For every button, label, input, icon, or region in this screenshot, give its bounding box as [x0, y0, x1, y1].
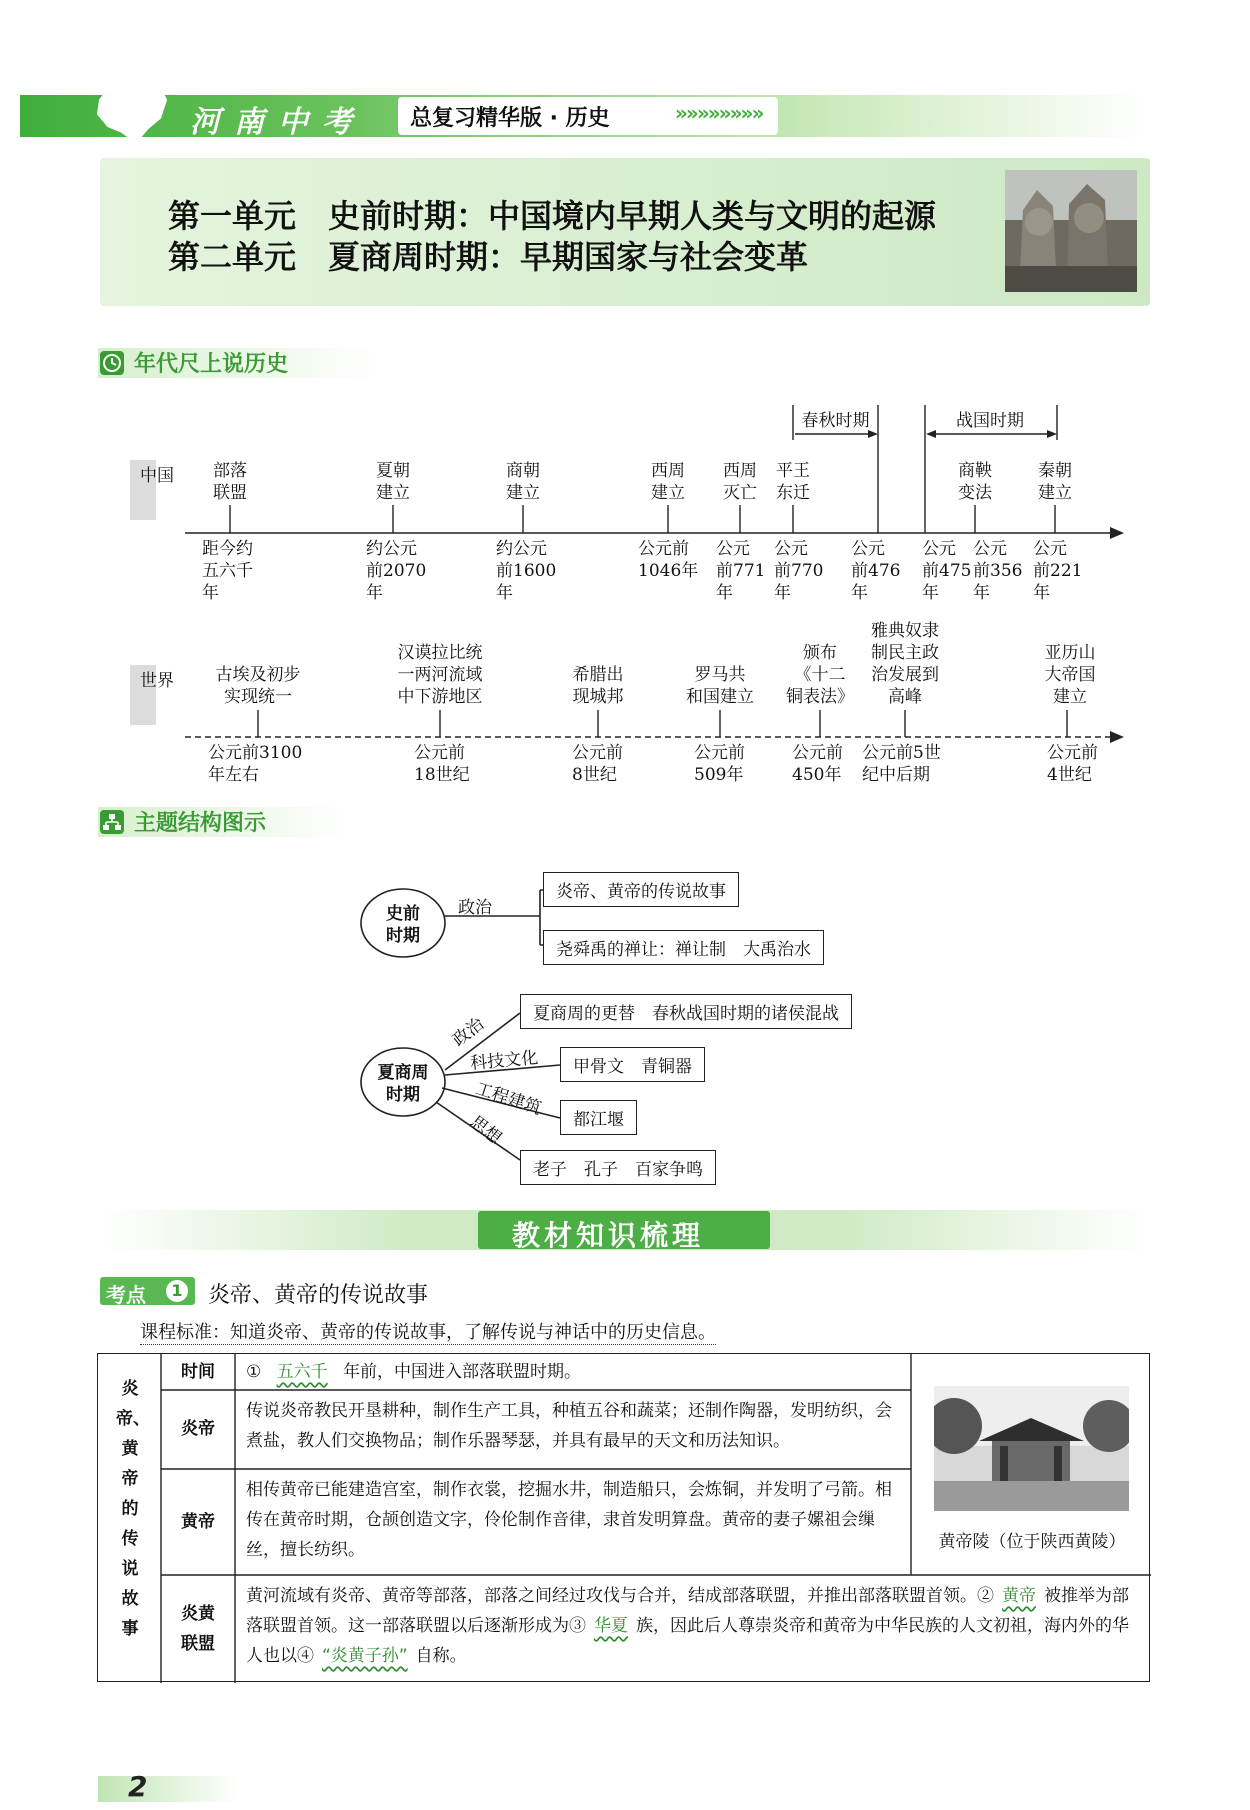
row-huangdi-content: 相传黄帝已能建造宫室，制作衣裳，挖掘水井，制造船只，会炼铜，并发明了弓箭。相传在黄帝时期，仓颉创造文字，伶伦制作音律，隶首发明算盘。黄帝的妻子嫘祖会缫丝，擅长纺织。 [246, 1480, 892, 1560]
photo-caption: 黄帝陵（位于陕西黄陵） [938, 1532, 1126, 1552]
warring-states-period-label: 战国时期 [956, 411, 1024, 431]
spring-autumn-period-label: 春秋时期 [801, 411, 870, 431]
huangdi-mausoleum-image [934, 1386, 1129, 1511]
answer-3: 华夏 [594, 1616, 628, 1636]
china-event-date: 公元前 1046年 [638, 539, 699, 581]
china-event-date: 公元 前770 年 [774, 539, 824, 603]
world-event-date: 公元前 18世纪 [414, 743, 470, 785]
china-event-date: 公元 前221 年 [1033, 539, 1083, 603]
alliance-text: 被推举为部落联盟首领。这一部落联盟以后逐渐形成为③ [246, 1586, 1129, 1636]
china-event-label: 商朝 建立 [506, 461, 540, 503]
world-event-date: 公元前 4世纪 [1047, 743, 1098, 785]
header-arrows: »»»»»»»» [675, 101, 763, 125]
prehistory-item: 炎帝、黄帝的传说故事 [543, 872, 739, 907]
prehistory-branch-politics: 政治 [458, 898, 492, 918]
footer-band [98, 1776, 238, 1802]
row-yandi-content: 传说炎帝教民开垦耕种，制作生产工具，种植五谷和蔬菜；还制作陶器，发明纺织，会煮盐，教人们交换物品；制作乐器琴瑟，并具有最早的天文和历法知识。 [246, 1401, 892, 1451]
course-standard: 课程标准：知道炎帝、黄帝的传说故事，了解传说与神话中的历史信息。 [140, 1318, 716, 1345]
prehistory-item: 尧舜禹的禅让：禅让制 大禹治水 [543, 930, 824, 965]
knowledge-table [97, 1353, 1150, 1682]
xsz-item: 甲骨文 青铜器 [560, 1047, 705, 1082]
kaodian-title: 炎帝、黄帝的传说故事 [208, 1283, 429, 1308]
china-event-date: 公元 前475 年 [922, 539, 972, 603]
structure-diagram-lines [0, 860, 1250, 1200]
china-event-label: 秦朝 建立 [1038, 461, 1072, 503]
xsz-branch-politics: 政治 [448, 1014, 489, 1051]
world-event-label: 汉谟拉比统 一两河流域 中下游地区 [397, 643, 483, 707]
unit-title-1: 第一单元 史前时期：中国境内早期人类与文明的起源 [168, 197, 937, 235]
china-event-label: 夏朝 建立 [376, 461, 410, 503]
answer-1: 五六千 [276, 1362, 328, 1382]
world-event-label: 古埃及初步 实现统一 [215, 665, 301, 707]
xsz-branch-tech: 科技文化 [469, 1048, 539, 1074]
china-event-date: 距今约 五六千 年 [202, 539, 253, 603]
china-event-label: 商鞅 变法 [958, 461, 992, 503]
answer-4: “炎黄子孙” [322, 1646, 408, 1666]
china-event-label: 西周 建立 [651, 461, 685, 503]
china-event-date: 公元 前476 年 [851, 539, 901, 603]
xsz-item: 老子 孔子 百家争鸣 [520, 1150, 716, 1185]
world-event-date: 公元前 450年 [792, 743, 843, 785]
world-event-label: 希腊出 现城邦 [572, 665, 624, 707]
header-subtitle: 总复习精华版 · 历史 [410, 106, 610, 131]
china-event-date: 公元 前771 年 [716, 539, 766, 603]
china-event-label: 部落 联盟 [213, 461, 247, 503]
row-label-huangdi: 黄帝 [181, 1512, 215, 1532]
world-axis-label: 世界 [140, 671, 174, 691]
row-label-alliance: 炎黄 联盟 [181, 1604, 215, 1654]
henan-map-icon [92, 70, 172, 150]
row-label-time: 时间 [181, 1362, 215, 1382]
world-event-label: 雅典奴隶 制民主政 治发展到 高峰 [871, 621, 939, 707]
world-event-label: 颁布 《十二 铜表法》 [786, 643, 854, 707]
world-event-date: 公元前 8世纪 [572, 743, 623, 785]
world-event-date: 公元前3100 年左右 [208, 743, 303, 785]
row-label-yandi: 炎帝 [181, 1419, 215, 1439]
xsz-branch-engineering: 工程建筑 [472, 1078, 544, 1119]
answer-2: 黄帝 [1002, 1586, 1036, 1606]
header-title: 河南中考 [190, 105, 366, 140]
xsz-branch-thought: 思想 [465, 1112, 506, 1149]
china-axis-label: 中国 [140, 466, 174, 486]
china-event-date: 约公元 前1600 年 [496, 539, 557, 603]
world-event-label: 罗马共 和国建立 [686, 665, 754, 707]
yan-huang-statue-image [1005, 170, 1137, 292]
time-text: 年前，中国进入部落联盟时期。 [343, 1362, 582, 1382]
timeline-heading: 年代尺上说历史 [134, 352, 289, 377]
china-event-date: 约公元 前2070 年 [366, 539, 427, 603]
world-event-date: 公元前5世 纪中后期 [862, 743, 941, 785]
clock-icon [100, 351, 124, 375]
alliance-text: 自称。 [415, 1646, 467, 1666]
xsz-node: 夏商周 时期 [377, 1063, 429, 1105]
alliance-text: 黄河流域有炎帝、黄帝等部落，部落之间经过攻伐与合并，结成部落联盟，并推出部落联盟首领。② [246, 1586, 994, 1606]
row-time-content [246, 1357, 581, 1387]
unit-title-2: 第二单元 夏商周时期：早期国家与社会变革 [168, 238, 809, 276]
china-event-label: 西周 灭亡 [723, 461, 757, 503]
page-number: 2 [128, 1770, 148, 1803]
prehistory-node: 史前 时期 [386, 904, 420, 946]
world-event-date: 公元前 509年 [694, 743, 745, 785]
kaodian-number: 1 [166, 1280, 188, 1302]
structure-heading: 主题结构图示 [134, 811, 267, 836]
world-event-label: 亚历山 大帝国 建立 [1044, 643, 1096, 707]
kaodian-tag: 考点 [106, 1283, 146, 1307]
blank-number: ① [246, 1362, 262, 1382]
structure-tree-icon [100, 810, 124, 834]
china-event-label: 平王 东迁 [776, 461, 810, 503]
row-alliance-content [246, 1581, 1141, 1671]
alliance-text: 族，因此后人尊崇炎帝和黄帝为中华民族的人文初祖，海内外的华人也以④ [246, 1616, 1129, 1666]
knowledge-banner-title: 教材知识梳理 [512, 1219, 705, 1252]
xsz-item: 夏商周的更替 春秋战国时期的诸侯混战 [520, 994, 852, 1029]
china-event-date: 公元 前356 年 [973, 539, 1023, 603]
xsz-item: 都江堰 [560, 1100, 637, 1135]
table-side-label: 炎帝、黄帝的传说故事 [116, 1379, 150, 1639]
